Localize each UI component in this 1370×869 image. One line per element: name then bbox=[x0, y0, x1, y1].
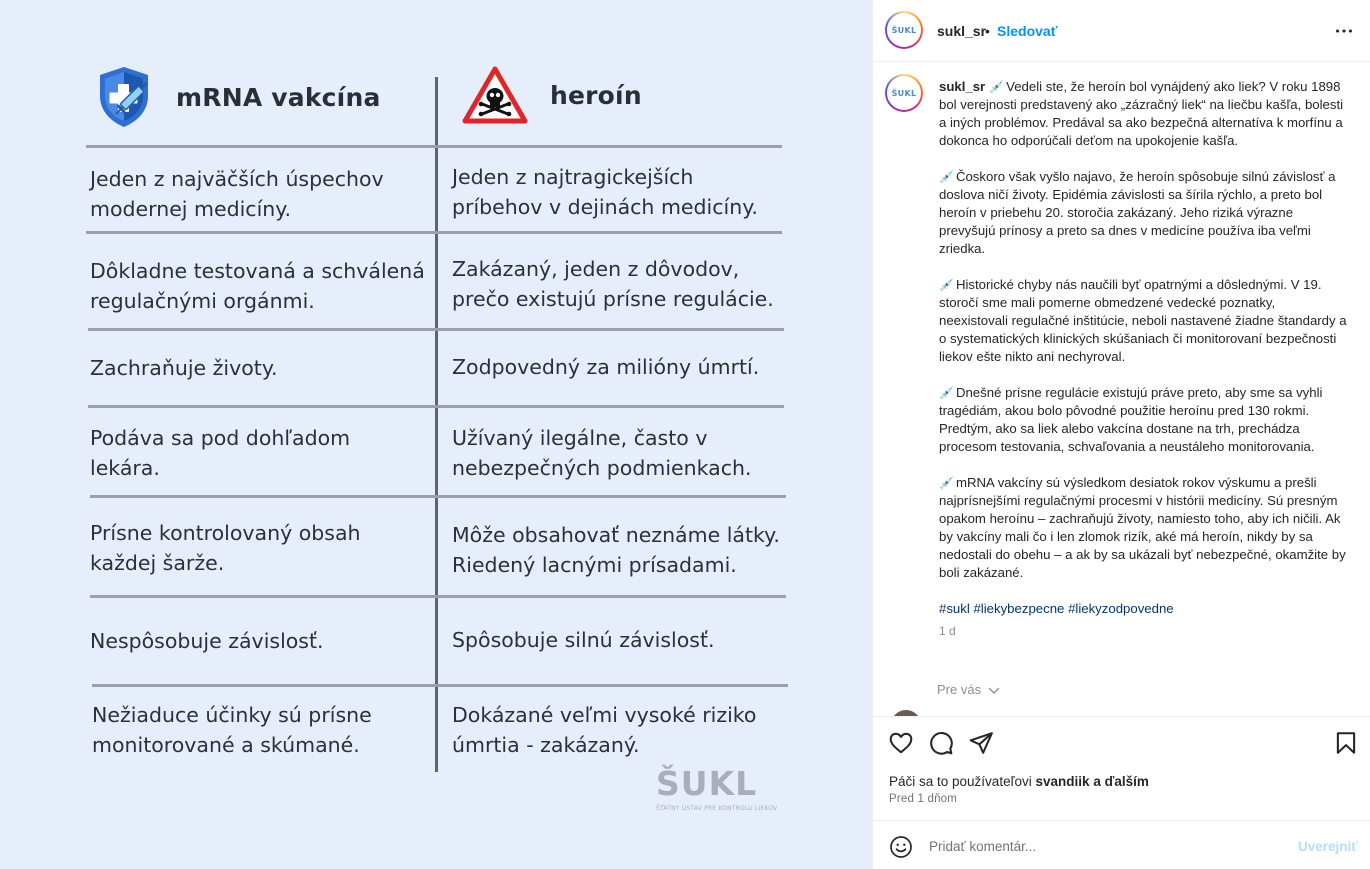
left-cell-1: Jeden z najväčších úspechov modernej medicíny. bbox=[90, 167, 384, 221]
post-date[interactable]: Pred 1 dňom bbox=[889, 793, 958, 805]
left-cell-3: Zachraňuje životy. bbox=[90, 356, 278, 380]
shield-syringe-icon bbox=[96, 64, 158, 130]
hashtag-list bbox=[939, 600, 1347, 618]
left-cell-7: Nežiaduce účinky sú prísne monitorované a skúmané. bbox=[92, 703, 372, 757]
caption-avatar[interactable] bbox=[885, 74, 923, 112]
right-column-title: heroín bbox=[550, 80, 642, 110]
heart-icon[interactable] bbox=[888, 730, 914, 756]
hashtag-link[interactable]: #liekyzodpovedne bbox=[1068, 601, 1174, 616]
left-cell-2: Dôkladne testovaná a schválená regulačnými orgánmi. bbox=[90, 259, 425, 313]
caption-timestamp[interactable]: 1 d bbox=[939, 624, 956, 638]
post-caption bbox=[939, 78, 1347, 640]
right-cell-1: Jeden z najtragickejších príbehov v dejinách medicíny. bbox=[452, 165, 758, 219]
caption-paragraph: sukl_sr 💉 Vedeli ste, že heroín bol vynájdený ako liek? V roku 1898 bol verejnosti predstavený ako „zázračný liek“ na liečbu kašľa, bolesti a iných problémov. Predával sa ako bezpečná alternatíva k morfínu a dokonca ho odporúčali deťom na upokojenie kašľa. bbox=[939, 79, 1344, 148]
row-divider bbox=[90, 495, 786, 498]
comment-composer bbox=[873, 820, 1370, 869]
comments-scroll-area[interactable] bbox=[873, 62, 1370, 716]
bookmark-icon[interactable] bbox=[1333, 730, 1359, 756]
avatar-logo-text: ŠUKL bbox=[891, 25, 917, 35]
syringe-icon: 💉 bbox=[939, 476, 954, 490]
right-cell-6: Spôsobuje silnú závislosť. bbox=[452, 628, 715, 652]
sukl-watermark-logo bbox=[656, 766, 786, 822]
left-column-title: mRNA vakcína bbox=[176, 82, 381, 112]
likes-summary[interactable]: Páči sa to používateľovi svandiik a ďalším bbox=[889, 774, 1149, 789]
right-cell-5: Môže obsahovať neznáme látky. Riedený lacnými prísadami. bbox=[452, 523, 780, 577]
skull-warning-icon bbox=[462, 66, 528, 124]
publish-button[interactable]: Uverejniť bbox=[1298, 839, 1358, 854]
header-separator: • bbox=[985, 23, 990, 39]
post-actions bbox=[873, 716, 1370, 820]
post-header bbox=[873, 0, 1370, 62]
syringe-icon: 💉 bbox=[939, 386, 954, 400]
hashtag-link[interactable]: #sukl bbox=[939, 601, 970, 616]
row-divider bbox=[86, 145, 782, 148]
row-divider bbox=[88, 405, 784, 408]
left-cell-6: Nespôsobuje závislosť. bbox=[90, 629, 324, 653]
for-you-label: Pre vás bbox=[937, 682, 982, 697]
chevron-down-icon bbox=[988, 686, 1000, 696]
comment-input[interactable] bbox=[929, 836, 1289, 856]
header-username[interactable]: sukl_sr bbox=[937, 23, 987, 39]
row-divider bbox=[92, 684, 788, 687]
avatar[interactable] bbox=[885, 11, 923, 49]
more-options-icon[interactable] bbox=[1333, 20, 1355, 42]
likes-others-link[interactable]: ďalším bbox=[1104, 774, 1149, 789]
caption-paragraph: 💉 Čoskoro však vyšlo najavo, že heroín spôsobuje silnú závislosť a doslova ničí životy. Epidémia závislosti sa šírila rýchlo, a preto bol heroín v priebehu 20. storočia zakázaný. Jeho riziká výrazne prevyšujú prínosy a preto sa dnes v medicíne používa iba veľmi zriedka. bbox=[939, 169, 1336, 256]
row-divider bbox=[90, 595, 786, 598]
hashtag-link[interactable]: #liekybezpecne bbox=[973, 601, 1065, 616]
syringe-icon: 💉 bbox=[989, 80, 1005, 94]
emoji-icon[interactable] bbox=[889, 835, 913, 859]
left-column-header bbox=[96, 64, 381, 130]
caption-paragraph: 💉 mRNA vakcíny sú výsledkom desiatok rokov výskumu a prešli najprísnejšími regulačnými procesmi v histórii medicíny. Sú presným opakom heroínu – zachraňujú životy, namiesto toho, aby ich ničili. Ak by vakcíny mali čo i len zlomok rizík, aké má heroín, nikdy by sa nedostali do obehu – a ak by sa ukázali byť nebezpečné, okamžite by boli zakázané. bbox=[939, 475, 1346, 580]
post-side-panel bbox=[872, 0, 1370, 869]
caption-paragraph: 💉 Historické chyby nás naučili byť opatrnými a dôslednými. V 19. storočí sme mali pomerne obmedzené vedecké poznatky, neexistovali regulačné inštitúcie, neboli nastavené žiadne štandardy a o systematických klinických skúšaniach či monitorovaní bezpečnosti liekov ešte nikto ani nechyroval. bbox=[939, 277, 1347, 364]
for-you-dropdown[interactable] bbox=[937, 682, 1000, 697]
row-divider bbox=[88, 328, 784, 331]
right-cell-4: Užívaný ilegálne, často v nebezpečných podmienkach. bbox=[452, 426, 752, 480]
watermark-subtitle: ŠTÁTNY ÚSTAV PRE KONTROLU LIEKOV bbox=[656, 805, 778, 812]
left-cell-5: Prísne kontrolovaný obsah každej šarže. bbox=[90, 521, 361, 575]
watermark-text: ŠUKL bbox=[656, 764, 758, 803]
column-divider bbox=[435, 77, 438, 772]
caption-paragraph: 💉 Dnešné prísne regulácie existujú práve preto, aby sme sa vyhli tragédiám, akou bolo pôvodné použitie heroínu pred 130 rokmi. Predtým, ako sa liek alebo vakcína dostane na trh, prechádza procesom testovania, schvaľovania a neustáleho monitorovania. bbox=[939, 385, 1323, 454]
syringe-icon: 💉 bbox=[939, 278, 954, 292]
right-cell-7: Dokázané veľmi vysoké riziko úmrtia - zakázaný. bbox=[452, 703, 757, 757]
right-column-header bbox=[462, 66, 642, 124]
avatar-logo-text: ŠUKL bbox=[891, 88, 917, 98]
row-divider bbox=[86, 231, 782, 234]
left-cell-4: Podáva sa pod dohľadom lekára. bbox=[90, 426, 351, 480]
share-icon[interactable] bbox=[968, 730, 994, 756]
syringe-icon: 💉 bbox=[939, 170, 954, 184]
right-cell-3: Zodpovedný za milióny úmrtí. bbox=[452, 355, 760, 379]
right-cell-2: Zakázaný, jeden z dôvodov, prečo existujú prísne regulácie. bbox=[452, 257, 774, 311]
liker-username[interactable]: svandiik bbox=[1035, 774, 1090, 789]
follow-button[interactable]: Sledovať bbox=[997, 23, 1058, 39]
comment-icon[interactable] bbox=[928, 730, 954, 756]
caption-username[interactable]: sukl_sr bbox=[939, 79, 986, 94]
